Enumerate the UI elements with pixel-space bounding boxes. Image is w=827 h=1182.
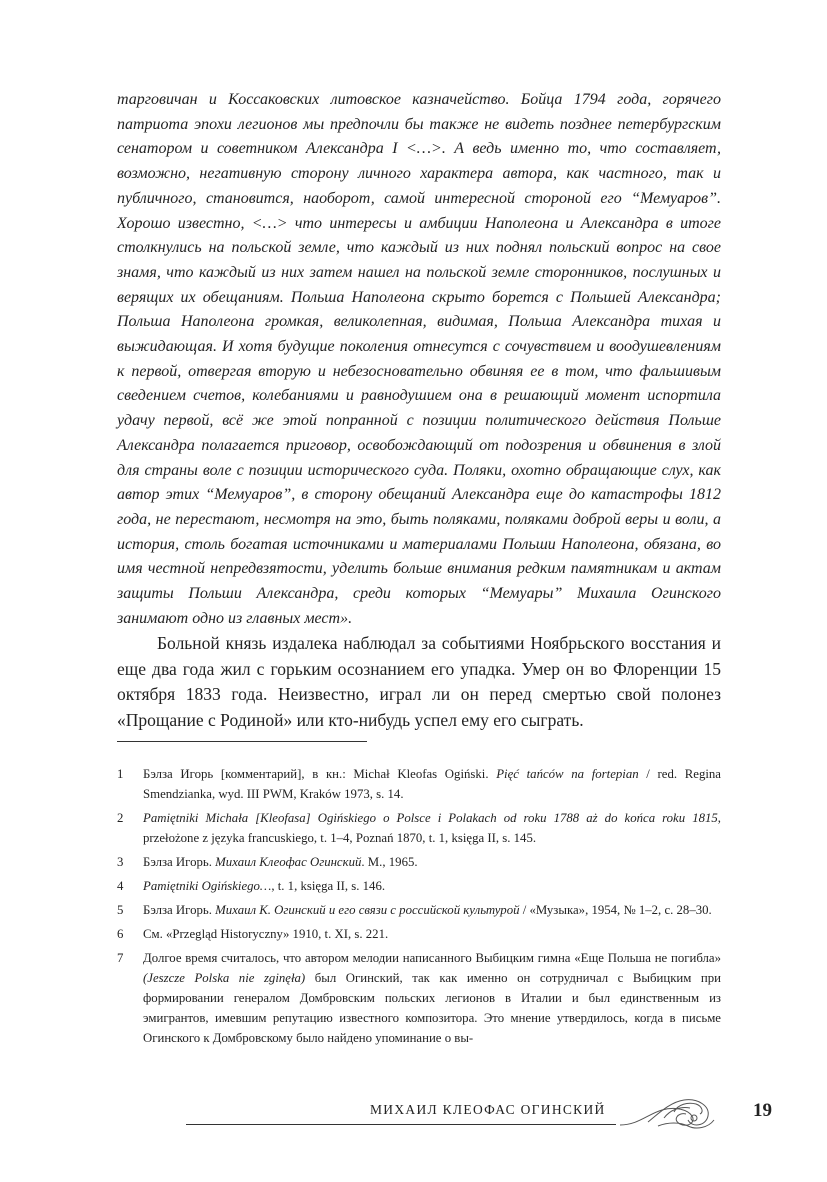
footnote-text-italic: Pamiętniki Ogińskiego… xyxy=(143,879,272,893)
footnote-text-post: , t. 1, księga II, s. 146. xyxy=(271,879,386,893)
footnote-text xyxy=(143,948,721,1048)
block-quote: таргoвичан и Коссаковских литовское казначейство. Бойца 1794 года, горячего патриота эпохи легионов мы предпочли бы также не видеть позднее петербургским сенатором и советником Александра I <…>. А ведь именно то, что составляет, возможно, негативную сторону личного характера автора, как частного, так и публичного, становится, наоборот, самой интересной стороной его “Мемуаров”. Хорошо известно, <…> что интересы и амбиции Наполеона и Александра в итоге столкнулись на польской земле, что каждый из них поднял польский вопрос на свое знамя, что каждый из них затем нашел на польской земле сторонников, послушных и верящих их обещаниям. Польша Наполеона скрыто борется с Польшей Александра; Польша Наполеона громкая, великолепная, видимая, Польша Александра тихая и выжидающая. И хотя будущие поколения отнесутся с сочувствием и воодушевлениям к первой, отвергая вторую и небезосновательно обвиняя ее в том, что фальшивым сведением счетов, колебаниями и равнодушием она в решающий момент испортила удачу первой, всё же этой попранной с позиции политического действия Польше Александра полагается приговор, освобождающий от подозрения и обвинения в злой для страны воле с позиции исторического суда. Поляки, охотно обращающие слух, как автор этих “Мемуаров”, в сторону обещаний Александра еще до катастрофы 1812 года, не перестают, несмотря на это, быть поляками, поляками доброй веры и воли, а история, столь богатая источниками и материалами Польши Наполеона, обязана, во имя честной непредвзятости, уделить больше внимания редким памятникам и актам защиты Польши Александра, среди которых “Мемуары” Михаила Огинского занимают одно из главных мест». xyxy=(117,91,721,627)
footnote-text-post: был Огинский, так как именно он сотрудничал с Выбицким при формировании генералом Домбровским польских легионов в Италии и был единственным из эмигрантов, имевшим репутацию известного композитора. Это мнение утвердилось, когда в письме Огинского к Домбровскому было найдено упоминание о вы- xyxy=(143,971,721,1045)
footnote-text-pre: Долгое время считалось, что автором мелодии написанного Выбицким гимна «Еще Польша не погибла» xyxy=(143,951,721,965)
footnote-number: 6 xyxy=(117,927,124,941)
footnote-text-italic: Pięć tańców na fortepian xyxy=(496,767,639,781)
footnote-text-italic: Михаил Клеофас Огинский xyxy=(215,855,362,869)
footnote-text xyxy=(143,852,721,872)
flourish-ornament-icon xyxy=(618,1092,718,1139)
footnote xyxy=(117,948,721,1048)
body-paragraph: Больной князь издалека наблюдал за событиями Ноябрьского восстания и еще два года жил с горьким осознанием его упадка. Умер он во Флоренции 15 октября 1833 года. Неизвестно, играл ли он перед смертью свой полонез «Прощание с Родиной» или кто-нибудь успел ему его сыграть. xyxy=(117,633,721,730)
footnote xyxy=(117,876,721,896)
footer-rule xyxy=(186,1124,616,1125)
footnote-text-pre: Бэлза Игорь. xyxy=(143,903,216,917)
footnote-text-italic: Михаил К. Огинский и его связи с российской культурой xyxy=(215,903,520,917)
footnote-number: 5 xyxy=(117,903,124,917)
footnote-text-post: , przełożone z języka francuskiego, t. 1–4, Poznań 1870, t. 1, księga II, s. 145. xyxy=(143,811,721,845)
footnote-separator xyxy=(117,741,367,742)
running-title: МИХАИЛ КЛЕОФАС ОГИНСКИЙ xyxy=(370,1102,606,1117)
footnotes-list xyxy=(117,764,721,1052)
footnote-number: 3 xyxy=(117,855,124,869)
footnote-text xyxy=(143,924,721,944)
footnote-number: 1 xyxy=(117,767,124,781)
footnote-text-pre: Бэлза Игорь [комментарий], в кн.: Michał Kleofas Ogiński. xyxy=(143,767,497,781)
footnote-text-pre: Бэлза Игорь. xyxy=(143,855,216,869)
footnote xyxy=(117,924,721,944)
page-number: 19 xyxy=(753,1100,772,1121)
footnote-text-italic: (Jeszcze Polska nie zginęła) xyxy=(143,971,306,985)
footnote-text-post: / «Музыка», 1954, № 1–2, с. 28–30. xyxy=(519,903,712,917)
footnote xyxy=(117,852,721,872)
footnote-text xyxy=(143,876,721,896)
footnote-text xyxy=(143,764,721,804)
footnote-text-post: . М., 1965. xyxy=(361,855,418,869)
footnote xyxy=(117,764,721,804)
footnote-text xyxy=(143,808,721,848)
page-footer xyxy=(0,1092,827,1142)
footnote-text-pre: См. «Przegląd Historyczny» 1910, t. XI, s. 221. xyxy=(143,927,389,941)
main-text xyxy=(117,88,721,733)
footnote-text-italic: Pamiętniki Michała [Kleofasa] Ogińskiego o Polsce i Polakach od roku 1788 aż do końca roku 1815 xyxy=(143,811,718,825)
footnote-number: 2 xyxy=(117,811,124,825)
footnote-number: 4 xyxy=(117,879,124,893)
footnote xyxy=(117,808,721,848)
footnote-text xyxy=(143,900,721,920)
footnote xyxy=(117,900,721,920)
footnote-number: 7 xyxy=(117,951,124,965)
footnote-text-post: / red. Regina Smendzianka, wyd. III PWM, Kraków 1973, s. 14. xyxy=(143,767,721,801)
